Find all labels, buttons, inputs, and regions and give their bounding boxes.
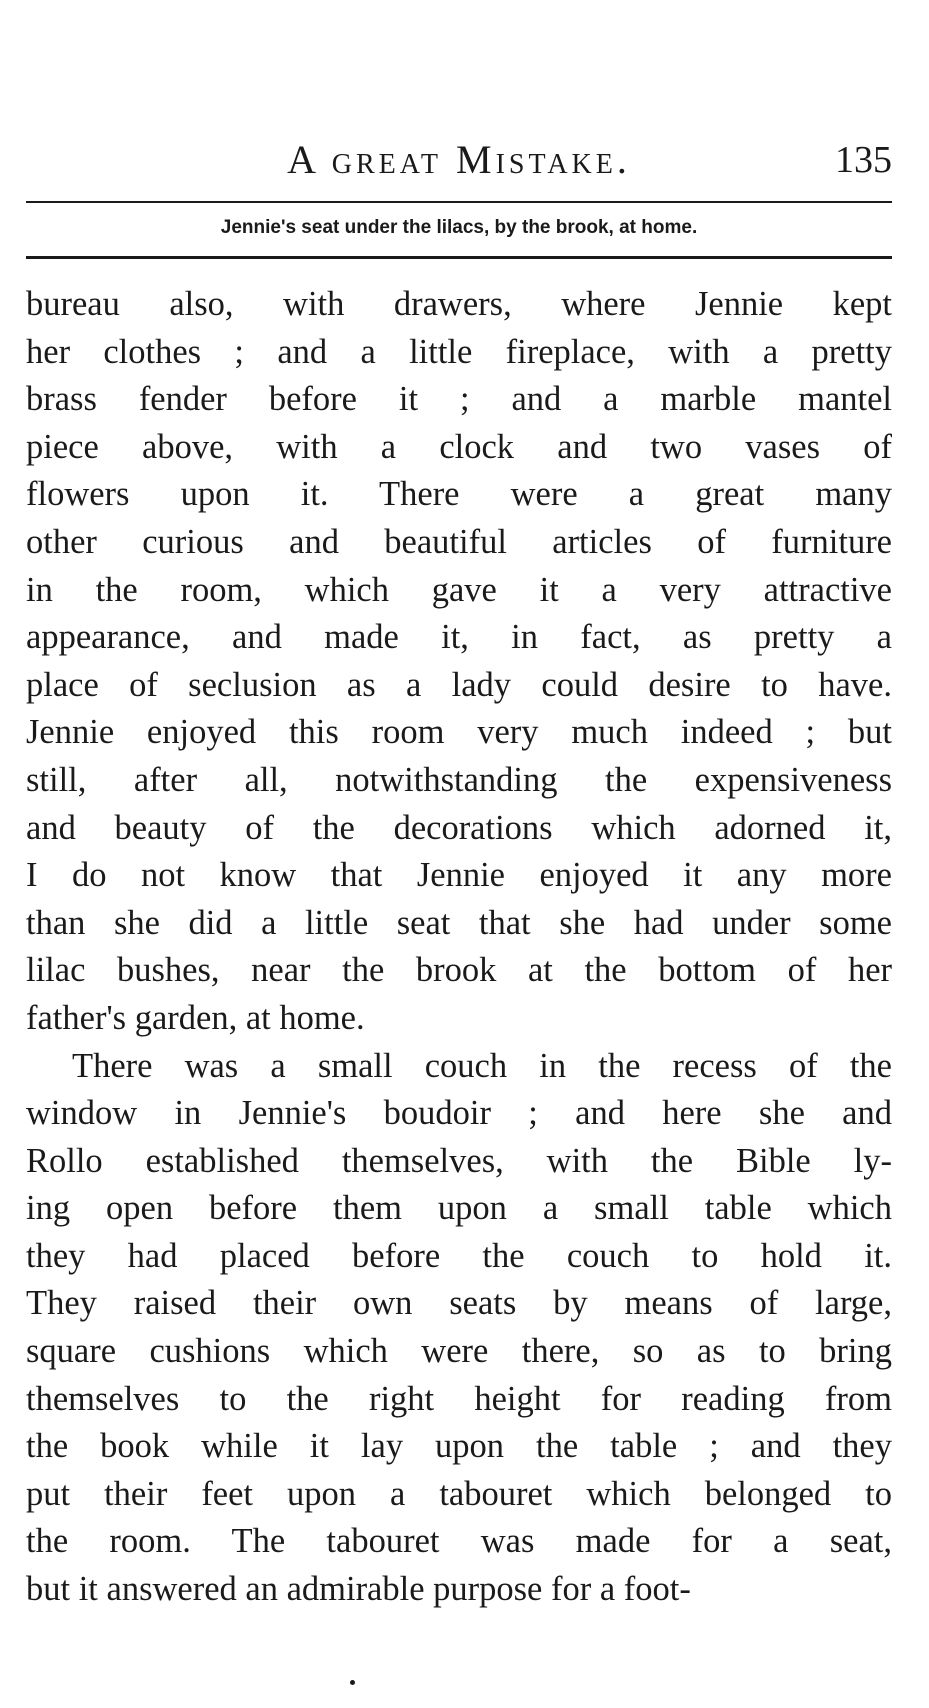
page-number: 135 [835,139,892,181]
header-rule-bottom [26,256,892,259]
text-line: still, after all, notwithstanding the expensiveness [26,760,892,799]
text-line: flowers upon it. There were a great many [26,475,892,514]
text-line: bureau also, with drawers, where Jennie kept [26,285,892,323]
text-line: the book while it lay upon the table ; and they [26,1427,892,1466]
text-line: Rollo established themselves, with the Bible ly- [26,1141,892,1180]
text-line: her clothes ; and a little fireplace, with a pretty [26,332,892,371]
text-line: There was a small couch in the recess of the [72,1046,892,1085]
header-rule-top [26,201,892,203]
text-line: but it answered an admirable purpose for a foot- [26,1570,691,1609]
text-line: piece above, with a clock and two vases of [26,427,892,466]
text-line: put their feet upon a tabouret which belonged to [26,1474,892,1513]
body-text [26,281,892,1614]
text-line: They raised their own seats by means of large, [26,1284,892,1323]
text-line: they had placed before the couch to hold it. [26,1236,892,1275]
text-line: than she did a little seat that she had under some [26,903,892,942]
running-caption: Jennie's seat under the lilacs, by the brook, at home. [220,217,698,238]
text-line: themselves to the right height for reading from [26,1379,892,1418]
text-line: appearance, and made it, in fact, as pretty a [26,618,892,657]
text-line: place of seclusion as a lady could desire to have. [26,665,892,704]
text-line: in the room, which gave it a very attractive [26,570,892,609]
text-line: square cushions which were there, so as to bring [26,1332,892,1371]
print-speck [350,1680,355,1685]
running-title: A great Mistake. [287,137,631,182]
text-line: and beauty of the decorations which adorned it, [26,808,892,847]
text-line: window in Jennie's boudoir ; and here she and [26,1094,892,1133]
text-line: father's garden, at home. [26,998,365,1037]
running-head [26,136,892,184]
text-line: Jennie enjoyed this room very much indeed ; but [26,713,892,752]
text-line: brass fender before it ; and a marble mantel [26,380,892,419]
text-line: ing open before them upon a small table which [26,1189,892,1228]
text-line: the room. The tabouret was made for a seat, [26,1522,892,1561]
text-line: I do not know that Jennie enjoyed it any more [26,856,892,895]
text-line: other curious and beautiful articles of furniture [26,522,892,561]
text-line: lilac bushes, near the brook at the bottom of her [26,951,892,990]
